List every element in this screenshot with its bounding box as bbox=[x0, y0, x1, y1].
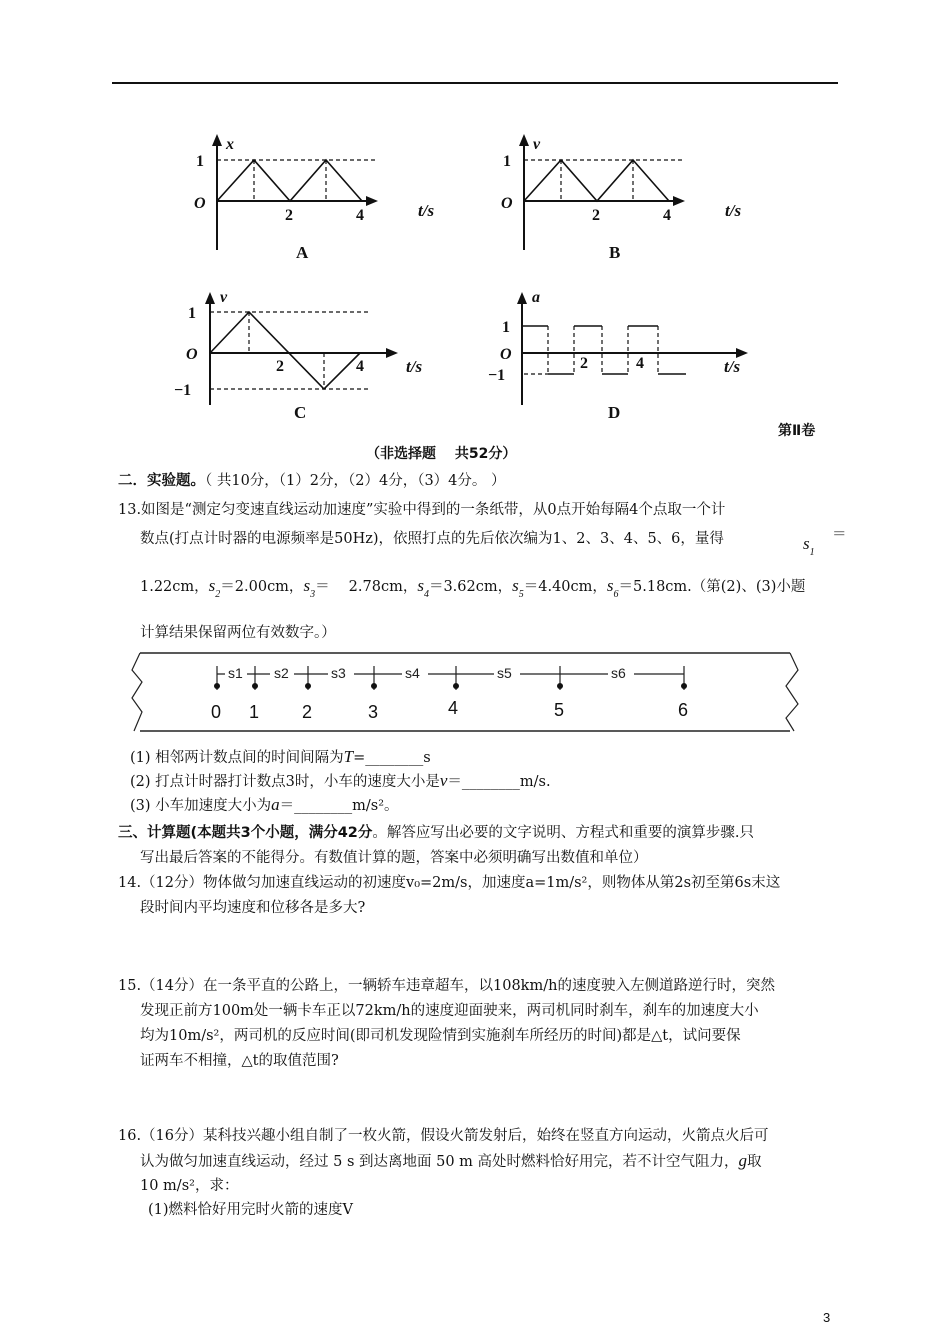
graph-a bbox=[190, 130, 380, 265]
graph-a-x-tick-2: 2 bbox=[285, 207, 293, 224]
graph-b-x-label: t/s bbox=[725, 201, 742, 220]
graph-b-x-tick-2: 2 bbox=[592, 207, 600, 224]
graph-a-label: A bbox=[296, 243, 309, 262]
graph-d-y-tick-neg: −1 bbox=[488, 367, 506, 384]
q13-line4: 计算结果保留两位有效数字。） bbox=[140, 625, 336, 641]
graph-d bbox=[480, 288, 760, 428]
tape-label-s3: s3 bbox=[331, 665, 346, 681]
tape-label-s6: s6 bbox=[611, 665, 626, 681]
graph-a-y-label: x bbox=[226, 136, 234, 153]
tape-label-s2: s2 bbox=[274, 665, 289, 681]
graph-d-y-label: a bbox=[532, 289, 540, 306]
part2-title: 第Ⅱ卷 bbox=[778, 423, 816, 439]
graph-a-origin: O bbox=[194, 195, 206, 212]
tape-point-5: 5 bbox=[554, 700, 565, 720]
tape-point-6: 6 bbox=[678, 700, 689, 720]
section3-line1: 三、计算题(本题共3个小题，满分42分。解答应写出必要的文字说明、方程式和重要的演算步骤.只 bbox=[118, 825, 755, 841]
q16-line2: 认为做匀加速直线运动，经过 5 s 到达离地面 50 m 高处时燃料恰好用完，若不计空气阻力，g取 bbox=[140, 1151, 762, 1170]
q13-line1: 13.如图是“测定匀变速直线运动加速度”实验中得到的一条纸带，从0点开始每隔4个点取一个计 bbox=[118, 502, 726, 518]
q13-sub1: (1) 相邻两计数点间的时间间隔为T=________s bbox=[130, 747, 431, 766]
q13-line2: 数点(打点计时器的电源频率是50Hz)，依照打点的先后依次编为1、2、3、4、5、6，量得 bbox=[140, 531, 724, 547]
q13-line3: 1.22cm，$s_2=2.00cm$，$s_3=$ 2.78cm，$s_4=3.62cm$，$s_5=4.40cm$，$s_6=5.18cm$.（第(2)、(3)小题 bbox=[140, 576, 806, 600]
tape-point-2: 2 bbox=[302, 702, 313, 722]
graph-b-y-tick: 1 bbox=[503, 153, 511, 170]
q14-line2: 段时间内平均速度和位移各是多大? bbox=[140, 900, 366, 916]
q15-line4: 证两车不相撞，△t的取值范围? bbox=[140, 1053, 339, 1069]
graph-a-x-label: t/s bbox=[418, 201, 435, 220]
section2-heading: 二．实验题。 bbox=[118, 473, 205, 489]
graph-d-x-tick-2: 2 bbox=[580, 355, 588, 372]
tape-point-4: 4 bbox=[448, 698, 459, 718]
section3-line2: 写出最后答案的不能得分。有数值计算的题，答案中必须明确写出数值和单位） bbox=[140, 850, 648, 866]
graph-a-y-tick: 1 bbox=[196, 153, 204, 170]
q13-sub3: (3) 小车加速度大小为a＝________m/s²。 bbox=[130, 795, 399, 814]
graph-b-y-label: v bbox=[533, 136, 541, 153]
graph-b-origin: O bbox=[501, 195, 513, 212]
graph-c bbox=[170, 288, 400, 428]
graph-c-x-label: t/s bbox=[406, 357, 423, 376]
q14-line1: 14.（12分）物体做匀加速直线运动的初速度v₀=2m/s，加速度a=1m/s²，则物体从第2s初至第6s末这 bbox=[118, 875, 781, 891]
page-number: 3 bbox=[823, 1310, 831, 1325]
graph-c-y-label: v bbox=[220, 289, 228, 306]
tape-label-s5: s5 bbox=[497, 665, 512, 681]
graph-c-x-tick-2: 2 bbox=[276, 358, 284, 375]
tape-point-3: 3 bbox=[368, 702, 379, 722]
graph-d-y-tick-pos: 1 bbox=[502, 319, 510, 336]
q13-s1-symbol: $s_1$ bbox=[803, 534, 815, 558]
graph-b-x-tick-4: 4 bbox=[663, 207, 671, 224]
section2-points: （ 共10分，（1）2分，（2）4分，（3）4分。 ） bbox=[205, 473, 506, 489]
paper-tape-figure bbox=[130, 650, 800, 734]
graph-d-origin: O bbox=[500, 346, 512, 363]
q15-line1: 15.（14分）在一条平直的公路上，一辆轿车违章超车，以108km/h的速度驶入左侧道路逆行时，突然 bbox=[118, 978, 775, 994]
graph-c-origin: O bbox=[186, 346, 198, 363]
q16-line4: (1)燃料恰好用完时火箭的速度V bbox=[148, 1202, 354, 1218]
tape-point-0: 0 bbox=[211, 702, 222, 722]
graph-a-x-tick-4: 4 bbox=[356, 207, 364, 224]
graph-c-y-tick-pos: 1 bbox=[188, 305, 196, 322]
graph-c-x-tick-4: 4 bbox=[356, 358, 364, 375]
graph-d-x-label: t/s bbox=[724, 357, 741, 376]
q13-sub2: (2) 打点计时器打计数点3时，小车的速度大小是v＝________m/s. bbox=[130, 771, 551, 790]
header-rule bbox=[112, 82, 838, 84]
graph-b bbox=[497, 130, 687, 265]
graph-b-label: B bbox=[609, 243, 621, 262]
q15-line2: 发现正前方100m处一辆卡车正以72km/h的速度迎面驶来，两司机同时刹车，刹车的加速度大小 bbox=[140, 1003, 759, 1019]
graph-d-label: D bbox=[608, 403, 621, 422]
q15-line3: 均为10m/s²，两司机的反应时间(即司机发现险情到实施刹车所经历的时间)都是△t，试问要保 bbox=[140, 1028, 741, 1044]
part2-subtitle: （非选择题 共52分） bbox=[366, 446, 517, 462]
tape-label-s4: s4 bbox=[405, 665, 420, 681]
graph-c-label: C bbox=[294, 403, 307, 422]
section2-line bbox=[118, 471, 506, 491]
tape-label-s1: s1 bbox=[228, 665, 243, 681]
q16-line1: 16.（16分）某科技兴趣小组自制了一枚火箭，假设火箭发射后，始终在竖直方向运动，火箭点火后可 bbox=[118, 1128, 769, 1144]
graph-c-y-tick-neg: −1 bbox=[174, 382, 192, 399]
q16-line3: 10 m/s²，求： bbox=[140, 1178, 239, 1194]
tape-point-1: 1 bbox=[249, 702, 260, 722]
q13-s1-eq: ＝ bbox=[832, 527, 847, 543]
graph-d-x-tick-4: 4 bbox=[636, 355, 644, 372]
